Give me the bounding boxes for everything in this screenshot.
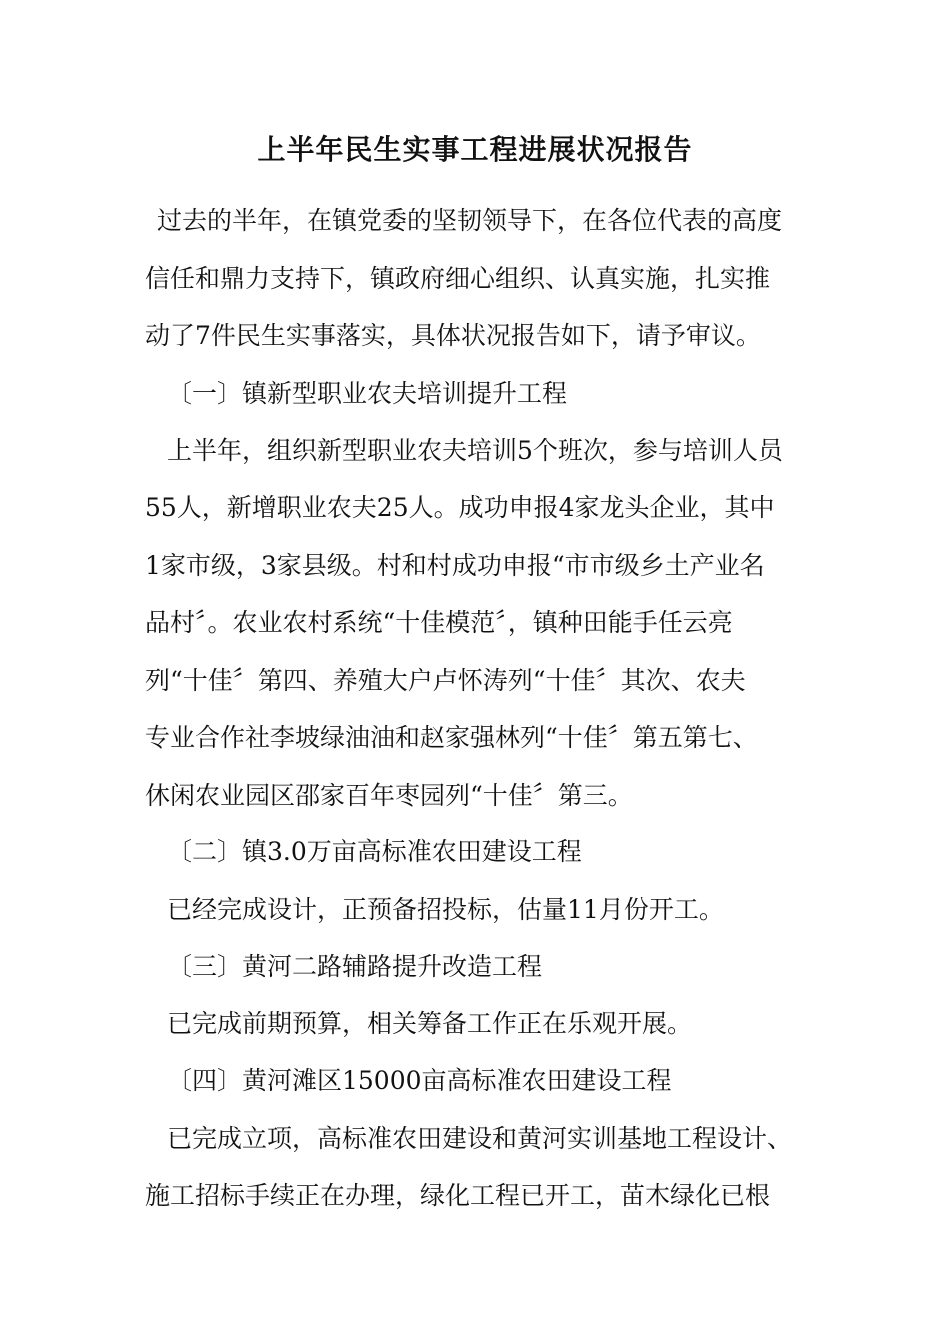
paragraph-line: 专业合作社李坡绿油油和赵家强林列“十佳〞第五第七、 (145, 723, 758, 752)
paragraph-line: 已经完成设计，正预备招投标，估量11月份开工。 (167, 895, 724, 924)
paragraph-line: 施工招标手续正在办理，绿化工程已开工，苗木绿化已根 (145, 1181, 771, 1210)
paragraph-line: 已完成前期预算，相关筹备工作正在乐观开展。 (167, 1009, 693, 1038)
paragraph-line: 动了7件民生实事落实，具体状况报告如下，请予审议。 (145, 321, 761, 350)
section-heading: 〔四〕黄河滩区15000亩高标准农田建设工程 (167, 1066, 672, 1095)
section-heading: 〔二〕镇3.0万亩高标准农田建设工程 (167, 837, 582, 866)
section-heading: 〔一〕镇新型职业农夫培训提升工程 (167, 379, 568, 408)
paragraph-line: 休闲农业园区邵家百年枣园列“十佳〞第三。 (145, 781, 633, 810)
paragraph-line: 上半年，组织新型职业农夫培训5个班次，参与培训人员 (167, 436, 783, 465)
section-heading: 〔三〕黄河二路辅路提升改造工程 (167, 952, 543, 981)
paragraph-line: 1家市级，3家县级。村和村成功申报“市市级乡土产业名 (145, 551, 765, 580)
paragraph-line: 55人，新增职业农夫25人。成功申报4家龙头企业，其中 (145, 493, 775, 522)
paragraph-line: 已完成立项，高标准农田建设和黄河实训基地工程设计、 (167, 1124, 793, 1153)
document-title: 上半年民生实事工程进展状况报告 (257, 133, 693, 166)
paragraph-line: 信任和鼎力支持下，镇政府细心组织、认真实施，扎实推 (145, 264, 771, 293)
paragraph-line: 过去的半年，在镇党委的坚韧领导下，在各位代表的高度 (157, 206, 783, 235)
paragraph-line: 品村〞。农业农村系统“十佳模范〞，镇种田能手任云亮 (145, 608, 733, 637)
paragraph-line: 列“十佳〞第四、养殖大户卢怀涛列“十佳〞其次、农夫 (145, 666, 746, 695)
